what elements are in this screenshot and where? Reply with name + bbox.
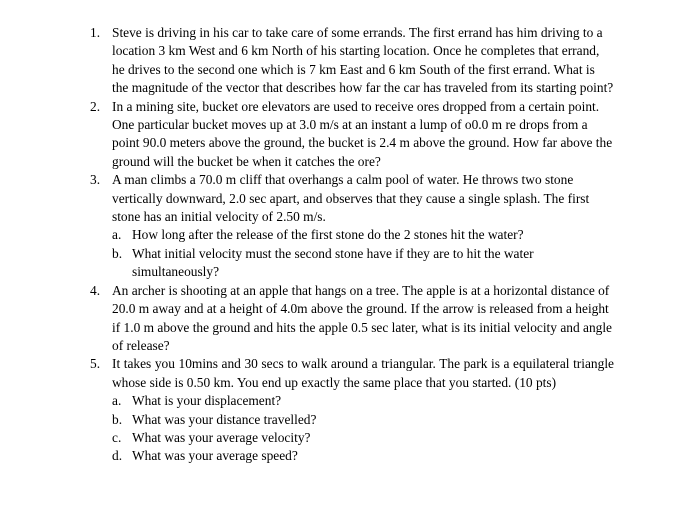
subquestion-text: What was your distance travelled?: [132, 411, 317, 427]
problem-number: 4.: [90, 282, 101, 298]
problem-text: It takes you 10mins and 30 secs to walk around a triangular. The park is a equilateral triangle whose side is 0.50 km. You end up exactly the same place that you started. (10 pts): [112, 356, 614, 390]
subquestion-text: How long after the release of the first stone do the 2 stones hit the water?: [132, 227, 524, 243]
subquestion-label: b.: [112, 411, 123, 427]
problem-5: [88, 355, 614, 465]
problem-number: 5.: [90, 356, 101, 372]
subquestion-text: What was your average velocity?: [132, 429, 311, 445]
subquestion-list: [112, 226, 614, 281]
problem-number: 3.: [90, 172, 101, 188]
subquestion-list: [112, 392, 614, 466]
subquestion: [112, 392, 614, 410]
subquestion-label: b.: [112, 245, 123, 261]
problem-number: 2.: [90, 98, 101, 114]
problem-1: [88, 24, 614, 98]
problem-text: Steve is driving in his car to take care of some errands. The first errand has him driving to a location 3 km West and 6 km North of his starting location. Once he completes that errand, he drives to the second one which is 7 km East and 6 km South of the first errand. What is the magnitude of the vector that describes how far the car has traveled from its starting point?: [112, 25, 614, 96]
subquestion-text: What was your average speed?: [132, 448, 298, 464]
problem-3: [88, 171, 614, 281]
subquestion-label: a.: [112, 393, 122, 409]
problem-number: 1.: [90, 25, 101, 40]
subquestion: [112, 447, 614, 465]
problem-list: [88, 24, 614, 466]
subquestion-label: c.: [112, 429, 122, 445]
problem-4: [88, 282, 614, 356]
problem-2: [88, 98, 614, 172]
problem-text: An archer is shooting at an apple that hangs on a tree. The apple is at a horizontal distance of 20.0 m away and at a height of 4.0m above the ground. If the arrow is released from a height if 1.0 m above the ground and hits the apple 0.5 sec later, what is its initial velocity and angle of release?: [112, 282, 612, 353]
subquestion: [112, 226, 614, 244]
subquestion-text: What initial velocity must the second stone have if they are to hit the water simultaneously?: [132, 245, 534, 280]
problem-text: In a mining site, bucket ore elevators are used to receive ores dropped from a certain point. One particular bucket moves up at 3.0 m/s at an instant a lump of o0.0 m re drops from a point 90.0 meters above the ground, the bucket is 2.4 m above the ground. How far above the ground will the bucket be when it catches the ore?: [112, 98, 613, 169]
subquestion: [112, 429, 614, 447]
subquestion-label: d.: [112, 448, 123, 464]
problem-text: A man climbs a 70.0 m cliff that overhangs a calm pool of water. He throws two stone vertically downward, 2.0 sec apart, and observes that they cause a single splash. The first stone has an initial velocity of 2.50 m/s.: [112, 172, 590, 225]
subquestion-label: a.: [112, 227, 122, 243]
subquestion: [112, 411, 614, 429]
subquestion: [112, 245, 614, 282]
subquestion-text: What is your displacement?: [132, 393, 282, 409]
